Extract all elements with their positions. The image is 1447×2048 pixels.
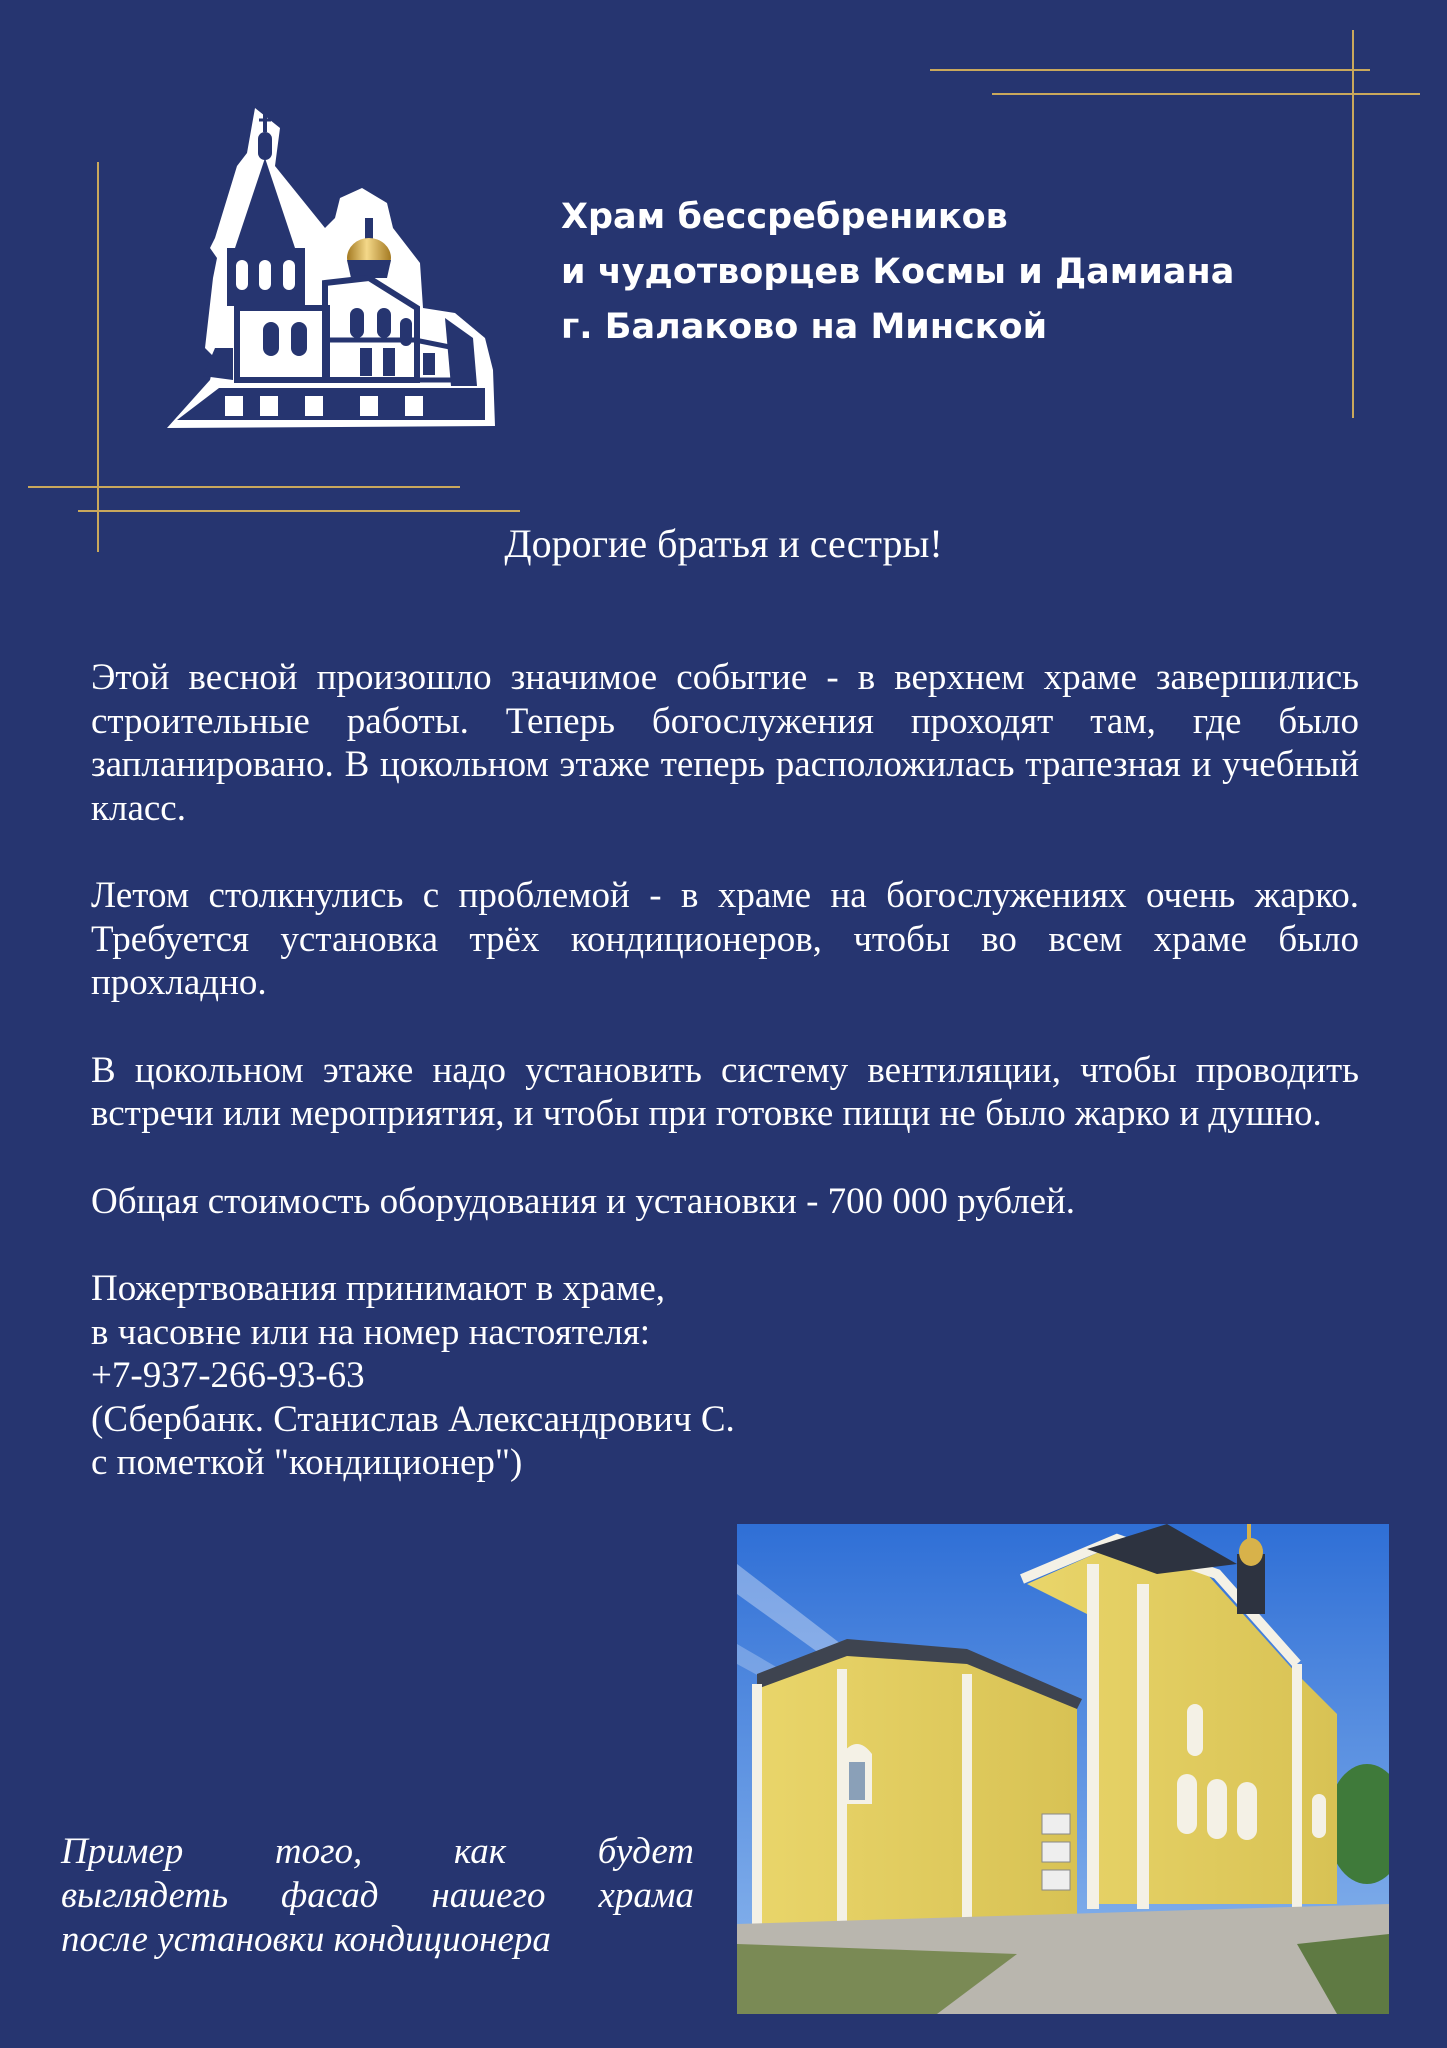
donation-line: в часовне или на номер настоятеля:	[91, 1311, 651, 1353]
decor-line	[78, 510, 520, 512]
greeting: Дорогие братья и сестры!	[504, 521, 943, 566]
paragraph: В цокольном этаже надо установить систему вентиляции, чтобы проводить встречи или мероприятия, и чтобы при готовке пищи не было жарко и душно.	[91, 1049, 1359, 1134]
title-line: и чудотворцев Космы и Дамиана	[561, 252, 1235, 292]
title-line: Храм бессребреников	[561, 197, 1008, 237]
donation-line: (Сбербанк. Станислав Александрович С.	[91, 1398, 735, 1440]
decor-line	[930, 69, 1370, 71]
cost-paragraph: Общая стоимость оборудования и установки - 700 000 рублей.	[91, 1180, 1076, 1222]
caption-line: Пример того, как будет	[61, 1831, 694, 1872]
paragraph: Летом столкнулись с проблемой - в храме на богослужениях очень жарко. Требуется установка трёх кондиционеров, чтобы во всем храме было прохладно.	[91, 875, 1359, 1003]
title-line: г. Балаково на Минской	[561, 307, 1048, 347]
church-logo	[155, 108, 500, 433]
photo-caption	[61, 1830, 694, 1962]
donation-line: Пожертвования принимают в храме,	[91, 1268, 666, 1309]
church-title	[561, 190, 1234, 355]
decor-line	[97, 162, 99, 552]
donation-info	[91, 1267, 1359, 1485]
paragraph: Этой весной произошло значимое событие - в верхнем храме завершились строительные работы. Теперь богослужения проходят там, где было запланировано. В цокольном этаже теперь расположилась трапезная и учебный класс.	[91, 657, 1359, 829]
decor-line	[1352, 30, 1354, 418]
donation-line: с пометкой "кондиционер")	[91, 1442, 523, 1483]
caption-line: после установки кондиционера	[61, 1919, 551, 1960]
phone-number: +7-937-266-93-63	[91, 1355, 365, 1396]
caption-line: выглядеть фасад нашего храма	[61, 1875, 694, 1916]
decor-line	[992, 93, 1420, 95]
appeal-text	[91, 656, 1359, 1529]
church-photo	[737, 1524, 1389, 2014]
decor-line	[28, 486, 460, 488]
